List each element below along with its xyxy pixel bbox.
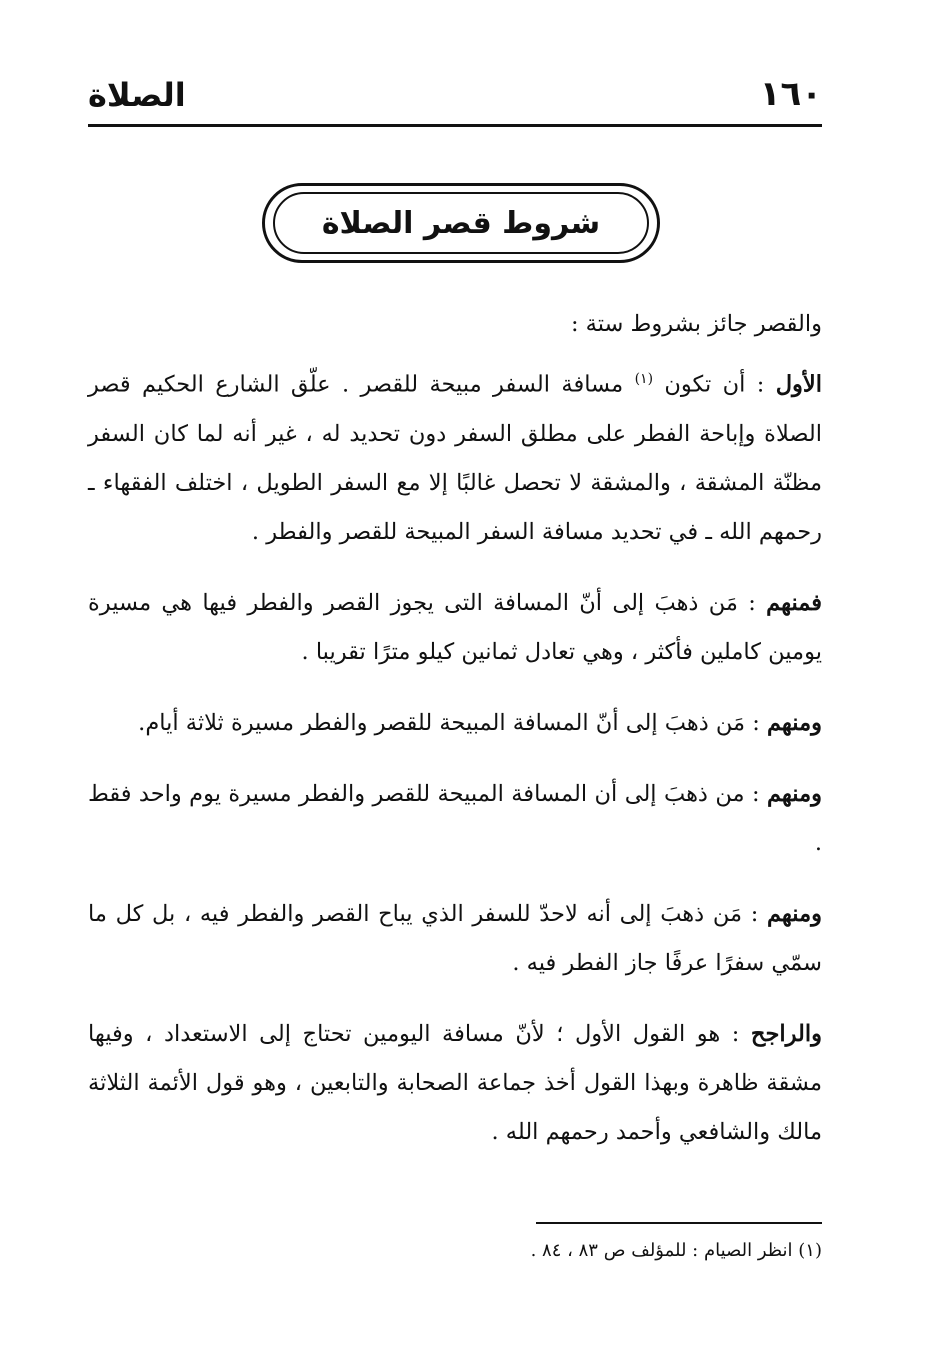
paragraph-opinion-4: [88, 890, 822, 988]
page-header: [88, 70, 822, 128]
body-text: [88, 300, 822, 1169]
section-title: شروط قصر الصلاة: [321, 205, 601, 241]
running-title: الصلاة: [88, 76, 186, 114]
footnote-reference[interactable]: (١): [634, 371, 654, 387]
footnote: (١) انظر الصيام : للمؤلف ص ٨٣ ، ٨٤ .: [530, 1240, 822, 1261]
section-title-frame: [262, 183, 660, 263]
paragraph-text: : من ذهبَ إلى أن المسافة المبيحة للقصر والفطر مسيرة يوم واحد فقط .: [88, 780, 822, 856]
intro-line: والقصر جائز بشروط ستة :: [570, 311, 822, 337]
paragraph-opinion-1: [88, 579, 822, 677]
paragraph-opinion-2: [88, 699, 822, 748]
paragraph-lead: ومنهم: [766, 780, 822, 807]
paragraph-lead: ومنهم: [766, 709, 822, 736]
paragraph-text: : مَن ذهبَ إلى أنّ المسافة المبيحة للقصر والفطر مسيرة ثلاثة أيام.: [138, 709, 767, 736]
paragraph-condition-first: [88, 355, 822, 557]
paragraph-opinion-3: [88, 770, 822, 868]
header-rule: [88, 124, 822, 127]
paragraph-text: : مَن ذهبَ إلى أنه لاحدّ للسفر الذي يباح القصر والفطر فيه ، بل كل ما سمّي سفرًا عرفًا جاز الفطر فيه .: [88, 900, 822, 976]
paragraph-lead: فمنهم: [766, 589, 822, 616]
paragraph-lead: الأول: [775, 371, 822, 398]
paragraph-lead: والراجح: [750, 1020, 822, 1047]
page-number: ١٦٠: [759, 74, 822, 114]
paragraph-lead: ومنهم: [766, 900, 822, 927]
section-title-inner-frame: [273, 192, 649, 254]
footnote-rule: [536, 1222, 822, 1224]
paragraph-preferred-opinion: [88, 1010, 822, 1157]
paragraph-text: : مَن ذهبَ إلى أنّ المسافة التى يجوز القصر والفطر فيها هي مسيرة يومين كاملين فأكثر ، وهي تعادل ثمانين كيلو مترًا تقريبا .: [88, 589, 822, 665]
paragraph-text: : أن تكون: [653, 371, 776, 398]
paragraph-text: مسافة السفر مبيحة للقصر . علّق الشارع الحكيم قصر الصلاة وإباحة الفطر على مطلق السفر دون تحديد له ، غير أنه لما كان السفر مظنّة المشقة ، والمشقة لا تحصل غالبًا إلا مع السفر الطويل ، اختلف الفقهاء ـ رحمهم الله ـ في تحديد مسافة السفر المبيحة للقصر والفطر .: [88, 371, 822, 545]
paragraph-text: : هو القول الأول ؛ لأنّ مسافة اليومين تحتاج إلى الاستعداد ، وفيها مشقة ظاهرة وبهذا القول أخذ جماعة الصحابة والتابعين ، وهو قول الأئمة الثلاثة مالك والشافعي وأحمد رحمهم الله .: [88, 1020, 822, 1145]
